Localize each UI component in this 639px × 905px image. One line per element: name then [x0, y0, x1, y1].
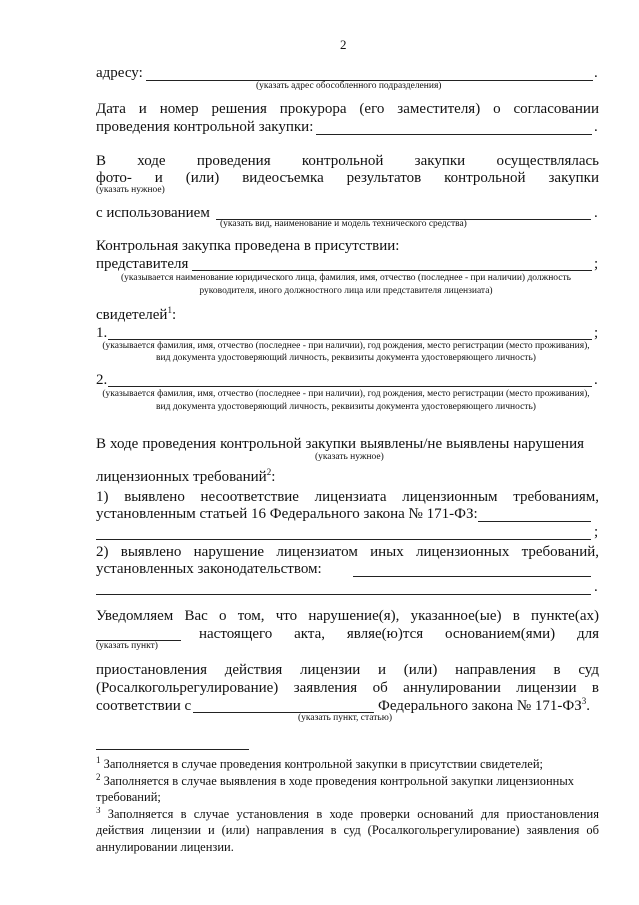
media-line2: фото- и (или) видеосъемка результатов контрольной закупки: [96, 170, 599, 186]
media-hint: (указать нужное): [96, 185, 165, 195]
decision-end: .: [594, 119, 598, 135]
footnote-3-line2: действия лицензии и (или) направления в суд (Росалкогольрегулирование) заявления об: [96, 823, 599, 837]
address-end: .: [594, 65, 598, 81]
notice-line3: приостановления действия лицензии и (или) направления в суд: [96, 662, 599, 678]
witness-2-field[interactable]: [108, 386, 592, 387]
footnote-separator: [96, 749, 249, 750]
violations-line2: лицензионных требований$^2$:: [96, 467, 276, 485]
decision-field[interactable]: [316, 134, 592, 135]
witness-2-end: .: [594, 372, 598, 388]
representative-hint-2: руководителя, иного должностного лица или представителя лицензиата): [199, 286, 493, 296]
notice-line5-end: Федерального закона № $171-ФЗ^3$.: [378, 696, 590, 714]
violation-item1-field-b[interactable]: [96, 539, 591, 540]
representative-label: представителя: [96, 256, 189, 272]
with-end: .: [594, 205, 598, 221]
footnote-2-line1: $^2$ Заполняется в случае выявления в ходе проведения контрольной закупки лицензионных: [96, 771, 574, 788]
notice-line5-hint: (указать пункт, статью): [298, 713, 392, 723]
with-hint: (указать вид, наименование и модель технического средства): [220, 219, 467, 229]
violation-item2-field-a[interactable]: [353, 576, 591, 577]
page-number: 2: [340, 37, 347, 52]
representative-hint-1: (указывается наименование юридического лица, фамилия, имя, отчество (последнее - при наличии) должность: [121, 273, 571, 283]
witness-1-hint-2: вид документа удостоверяющий личность, реквизиты документа удостоверяющего личность): [156, 353, 536, 363]
decision-line2: проведения контрольной закупки:: [96, 119, 314, 135]
footnote-3-line1: $^3$ Заполняется в случае установления в ходе проверки оснований для приостановления: [96, 807, 599, 821]
violation-item2-line1: 2) выявлено нарушение лицензиатом иных лицензионных требований,: [96, 544, 599, 560]
footnote-1: $^1$ Заполняется в случае проведения контрольной закупки в присутствии свидетелей;: [96, 754, 543, 771]
notice-line4: (Росалкогольрегулирование) заявления об аннулировании лицензии в: [96, 680, 599, 696]
decision-line1: Дата и номер решения прокурора (его заместителя) о согласовании: [96, 101, 599, 117]
address-hint: (указать адрес обособленного подразделения): [256, 81, 442, 91]
representative-field[interactable]: [192, 270, 592, 271]
representative-end: ;: [594, 256, 599, 272]
witness-2-hint-1: (указывается фамилия, имя, отчество (последнее - при наличии), год рождения, место регистрации (место проживания),: [102, 389, 590, 399]
violation-item1-field-a[interactable]: [478, 521, 591, 522]
violations-hint: (указать нужное): [315, 452, 384, 462]
violation-item1-end: ;: [594, 524, 599, 540]
witness-1-hint-1: (указывается фамилия, имя, отчество (последнее - при наличии), год рождения, место регистрации (место проживания),: [102, 341, 590, 351]
violation-item2-field-b[interactable]: [96, 594, 591, 595]
violation-item1-line2: установленным статьей 16 Федерального закона № 171-ФЗ:: [96, 506, 478, 522]
media-line1: В ходе проведения контрольной закупки осуществлялась: [96, 153, 599, 169]
witnesses-label: свидетелей$^1$:: [96, 305, 177, 323]
witness-2-number: 2.: [96, 372, 108, 388]
witness-1-end: ;: [594, 325, 599, 341]
notice-line5-start: соответствии с: [96, 698, 192, 714]
address-label: адресу:: [96, 65, 143, 81]
violations-line1: В ходе проведения контрольной закупки выявлены/не выявлены нарушения: [96, 436, 584, 452]
notice-line2: настоящего акта, являе(ю)тся основанием(ями) для: [199, 626, 599, 642]
notice-line1: Уведомляем Вас о том, что нарушение(я), указанное(ые) в пункте(ах): [96, 608, 599, 624]
violation-item2-line2: установленных законодательством:: [96, 561, 322, 577]
presence-title: Контрольная закупка проведена в присутствии:: [96, 238, 400, 254]
violation-item2-end: .: [594, 579, 598, 595]
notice-hint: (указать пункт): [96, 641, 158, 651]
footnote-3-line3: аннулировании лицензии.: [96, 840, 234, 854]
violation-item1-line1: 1) выявлено несоответствие лицензиата лицензионным требованиям,: [96, 489, 599, 505]
witness-1-field[interactable]: [108, 339, 592, 340]
footnote-2-line2: требований;: [96, 790, 161, 804]
with-label: с использованием: [96, 205, 210, 221]
witness-1-number: 1.: [96, 325, 108, 341]
witness-2-hint-2: вид документа удостоверяющий личность, реквизиты документа удостоверяющего личность): [156, 402, 536, 412]
